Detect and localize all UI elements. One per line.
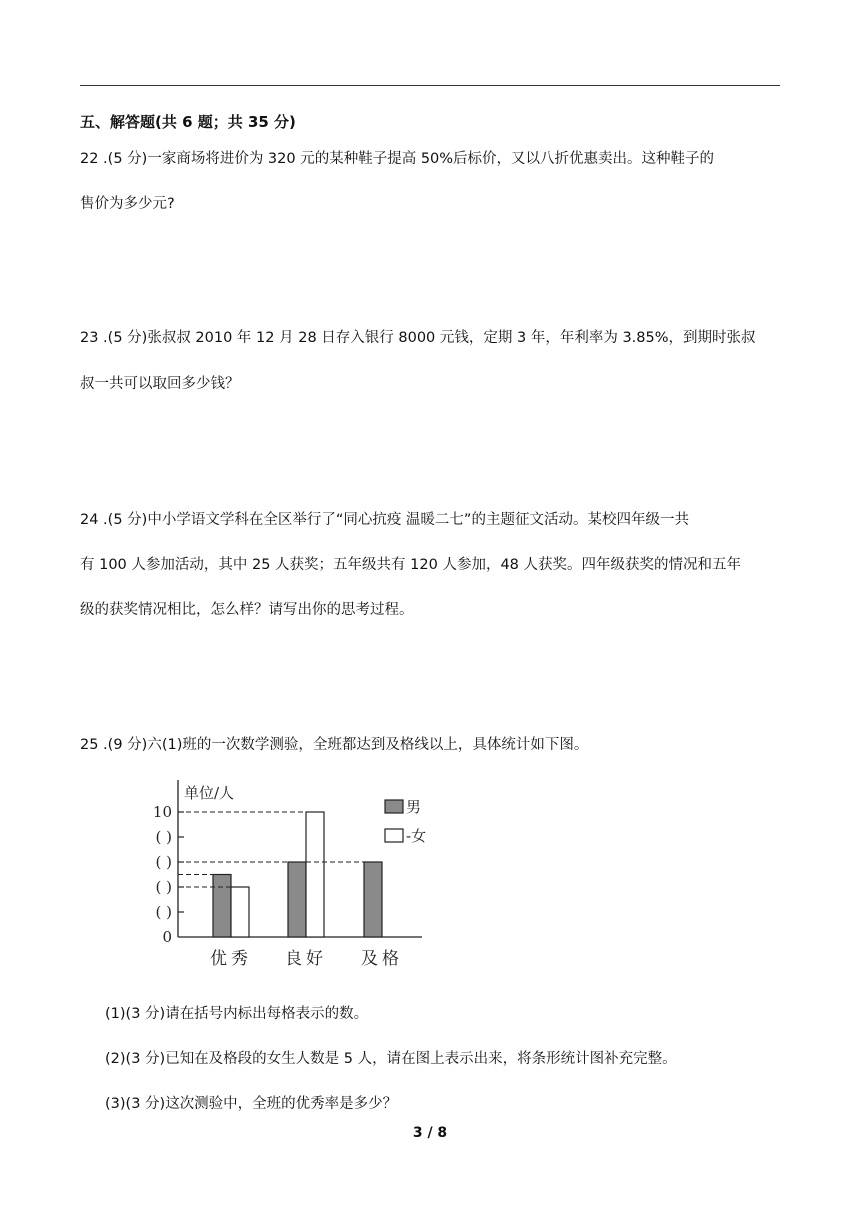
y-tick-label: ( ) (155, 828, 172, 846)
q22-line2: 售价为多少元? (80, 196, 175, 212)
bar-female-2 (306, 812, 324, 937)
q23-line1: 23 .(5 分)张叔叔 2010 年 12 月 28 日存入银行 8000 元钱，定期 3 年，年利率为 3.85%，到期时张叔 (80, 330, 756, 346)
legend-female-label: -女 (406, 827, 427, 845)
y-tick-label: 0 (162, 928, 172, 946)
q24-line3: 级的获奖情况相比，怎么样？请写出你的思考过程。 (80, 602, 414, 618)
bar-male-1 (213, 875, 231, 938)
q23-line2: 叔一共可以取回多少钱？ (80, 376, 240, 392)
q24-line2: 有 100 人参加活动，其中 25 人获奖；五年级共有 120 人参加，48 人获奖。四年级获奖的情况和五年 (80, 557, 742, 573)
bar-chart (100, 772, 440, 972)
legend-male-label: 男 (406, 798, 422, 816)
q25-line1: 25 .(9 分)六(1)班的一次数学测验，全班都达到及格线以上，具体统计如下图。 (80, 737, 589, 753)
y-tick-label: 10 (152, 803, 172, 821)
y-tick-label: ( ) (155, 878, 172, 896)
section-title: 五、解答题(共 6 题；共 35 分) (80, 113, 296, 131)
page-number: 3 / 8 (412, 1125, 448, 1141)
legend-male-swatch (385, 800, 403, 813)
y-tick-label: ( ) (155, 903, 172, 921)
category-label: 优秀 (210, 949, 252, 969)
category-label: 良好 (285, 949, 327, 969)
q25-sub3: (3)(3 分)这次测验中，全班的优秀率是多少？ (105, 1096, 398, 1112)
bar-male-2 (288, 862, 306, 937)
y-tick-label: ( ) (155, 853, 172, 871)
category-label: 及格 (361, 949, 403, 969)
unit-label: 单位/人 (184, 784, 235, 802)
legend-female-swatch (385, 829, 403, 842)
bar-male-3 (364, 862, 382, 937)
q22-line1: 22 .(5 分)一家商场将进价为 320 元的某种鞋子提高 50%后标价，又以八折优惠卖出。这种鞋子的 (80, 151, 715, 167)
header-rule (80, 85, 780, 86)
q24-line1: 24 .(5 分)中小学语文学科在全区举行了“同心抗疫 温暖二七”的主题征文活动。某校四年级一共 (80, 512, 689, 528)
q25-sub2: (2)(3 分)已知在及格段的女生人数是 5 人，请在图上表示出来，将条形统计图补充完整。 (105, 1051, 677, 1067)
bar-female-1 (231, 887, 249, 937)
q25-sub1: (1)(3 分)请在括号内标出每格表示的数。 (105, 1006, 369, 1022)
